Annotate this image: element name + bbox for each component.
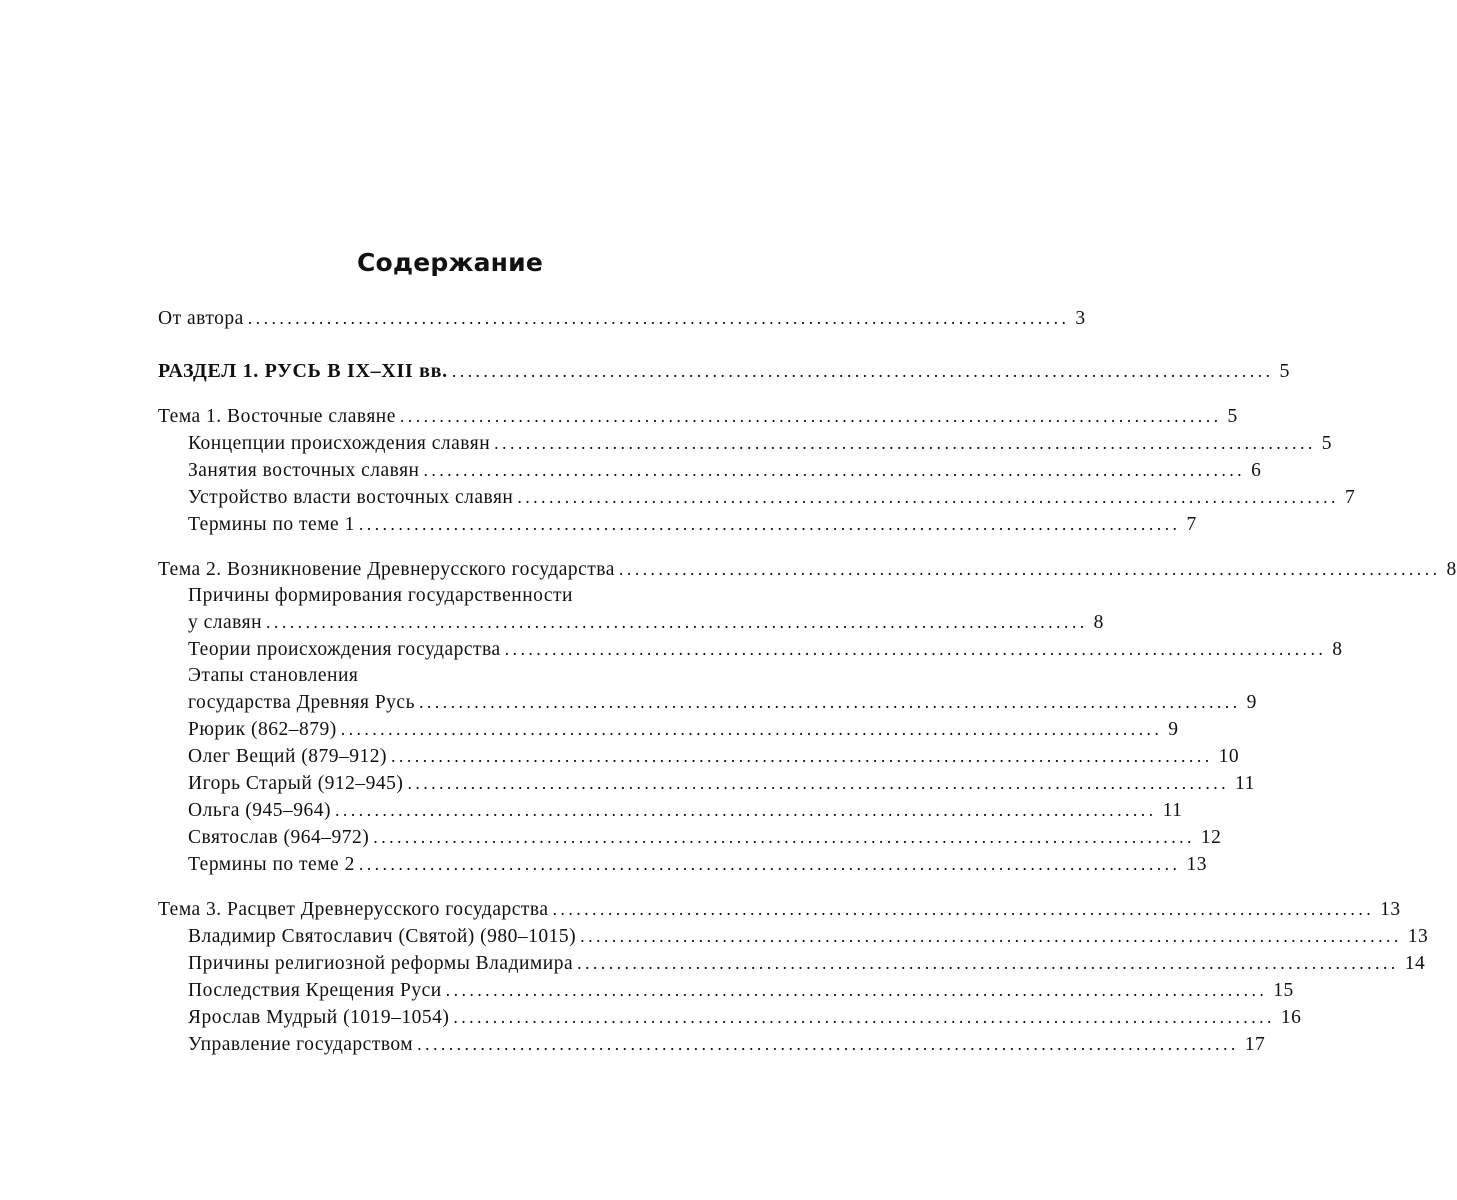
toc-page-number: 9	[1168, 719, 1179, 740]
toc-item[interactable]	[158, 977, 1294, 1004]
toc-item[interactable]	[158, 663, 1257, 716]
toc-page-number: 11	[1235, 773, 1255, 794]
dot-leader: ........................................................................................................	[577, 953, 1399, 973]
toc-item-label: Ярослав Мудрый (1019–1054)	[188, 1007, 450, 1028]
toc-item-label: Управление государством	[188, 1034, 414, 1055]
toc-item-label: Олег Вещий (879–912)	[188, 746, 388, 767]
toc-item[interactable]	[158, 923, 1429, 950]
toc-item[interactable]	[158, 716, 1179, 743]
dot-leader: ........................................................................................................	[580, 926, 1402, 946]
toc-item[interactable]	[158, 511, 1197, 538]
toc-item-label: у славян	[188, 612, 263, 633]
toc-item[interactable]	[158, 851, 1207, 878]
toc-item-label-line: Этапы становления	[188, 665, 359, 686]
toc-topic-3[interactable]	[158, 896, 1401, 923]
dot-leader: ........................................................................................................	[391, 746, 1213, 766]
table-of-contents	[158, 305, 1457, 1058]
toc-topic-label: Тема 2. Возникновение Древнерусского государства	[158, 559, 615, 580]
toc-page-number: 8	[1332, 639, 1343, 660]
dot-leader: ........................................................................................................	[340, 719, 1163, 739]
toc-page-number: 13	[1407, 926, 1429, 947]
toc-page-number: 8	[1093, 612, 1104, 633]
dot-leader: ........................................................................................................	[373, 827, 1195, 847]
dot-leader: ........................................................................................................	[334, 800, 1157, 820]
toc-item[interactable]	[158, 457, 1262, 484]
dot-leader: ........................................................................................................	[517, 487, 1339, 507]
toc-page-number: 17	[1244, 1034, 1266, 1055]
toc-topic-2[interactable]	[158, 556, 1457, 583]
dot-leader: ........................................................................................................	[266, 612, 1088, 632]
toc-item[interactable]	[158, 1031, 1266, 1058]
toc-item-label: Устройство власти восточных славян	[188, 487, 514, 508]
toc-page-number: 13	[1186, 854, 1207, 875]
toc-page-number: 16	[1280, 1007, 1302, 1028]
toc-item-label: Концепции происхождения славян	[188, 433, 491, 454]
toc-item[interactable]	[158, 636, 1343, 663]
toc-item[interactable]	[158, 583, 1104, 636]
toc-page-number: 3	[1075, 308, 1086, 329]
dot-leader: ........................................................................................................	[451, 361, 1274, 381]
toc-item-label: Ольга (945–964)	[188, 800, 331, 821]
toc-topic-label: Тема 3. Расцвет Древнерусского государства	[158, 899, 549, 920]
dot-leader: ........................................................................................................	[552, 899, 1375, 919]
page-title: Содержание	[356, 248, 544, 277]
dot-leader: ........................................................................................................	[417, 1034, 1239, 1054]
toc-page-number: 5	[1321, 433, 1332, 454]
toc-item[interactable]	[158, 950, 1426, 977]
dot-leader: ........................................................................................................	[423, 460, 1246, 480]
toc-page-number: 6	[1251, 460, 1262, 481]
toc-item[interactable]	[158, 484, 1356, 511]
toc-page-number: 15	[1273, 980, 1294, 1001]
toc-item[interactable]	[158, 1004, 1302, 1031]
toc-item-label: Занятия восточных славян	[188, 460, 420, 481]
dot-leader: ........................................................................................................	[453, 1007, 1275, 1027]
toc-page-number: 10	[1218, 746, 1240, 767]
toc-item-label: Владимир Святославич (Святой) (980–1015)	[188, 926, 577, 947]
toc-item[interactable]	[158, 743, 1240, 770]
toc-page-number: 5	[1279, 360, 1291, 382]
dot-leader: ........................................................................................................	[445, 980, 1268, 1000]
toc-page-number: 5	[1227, 406, 1238, 427]
toc-item-label: государства Древняя Русь	[188, 692, 415, 713]
toc-item-label: Термины по теме 1	[188, 514, 355, 535]
toc-item[interactable]	[158, 797, 1183, 824]
toc-topic-label: Тема 1. Восточные славяне	[158, 406, 396, 427]
toc-page-number: 13	[1380, 899, 1401, 920]
dot-leader: ........................................................................................................	[247, 308, 1070, 328]
toc-page-number: 7	[1186, 514, 1197, 535]
dot-leader: ........................................................................................................	[504, 639, 1327, 659]
toc-item[interactable]	[158, 824, 1222, 851]
toc-item-label: Святослав (964–972)	[188, 827, 370, 848]
dot-leader: ........................................................................................................	[418, 692, 1241, 712]
toc-page-number: 9	[1246, 692, 1257, 713]
dot-leader: ........................................................................................................	[399, 406, 1222, 426]
toc-page-number: 12	[1200, 827, 1222, 848]
dot-leader: ........................................................................................................	[618, 559, 1441, 579]
toc-page-number: 8	[1446, 559, 1457, 580]
toc-item-label: Последствия Крещения Руси	[188, 980, 442, 1001]
toc-item[interactable]	[158, 770, 1255, 797]
toc-item-label: Термины по теме 2	[188, 854, 355, 875]
toc-item-label-line: Причины формирования государственности	[188, 585, 573, 606]
dot-leader: ........................................................................................................	[494, 433, 1316, 453]
toc-item-label: Рюрик (862–879)	[188, 719, 337, 740]
dot-leader: ........................................................................................................	[358, 854, 1181, 874]
toc-topic-1[interactable]	[158, 403, 1238, 430]
toc-page-number: 11	[1162, 800, 1183, 821]
toc-item-label: Теории происхождения государства	[188, 639, 501, 660]
dot-leader: ........................................................................................................	[407, 773, 1230, 793]
toc-section-label: РАЗДЕЛ 1. РУСЬ В IX–XII вв.	[158, 360, 448, 382]
toc-section-1[interactable]	[158, 358, 1291, 385]
toc-item-label: Причины религиозной реформы Владимира	[188, 953, 574, 974]
toc-page-number: 7	[1344, 487, 1356, 508]
toc-page-number: 14	[1404, 953, 1426, 974]
dot-leader: ........................................................................................................	[358, 514, 1181, 534]
toc-item[interactable]	[158, 430, 1332, 457]
toc-entry-intro[interactable]	[158, 305, 1086, 332]
toc-item-label: Игорь Старый (912–945)	[188, 773, 404, 794]
toc-entry-label: От автора	[158, 308, 244, 329]
